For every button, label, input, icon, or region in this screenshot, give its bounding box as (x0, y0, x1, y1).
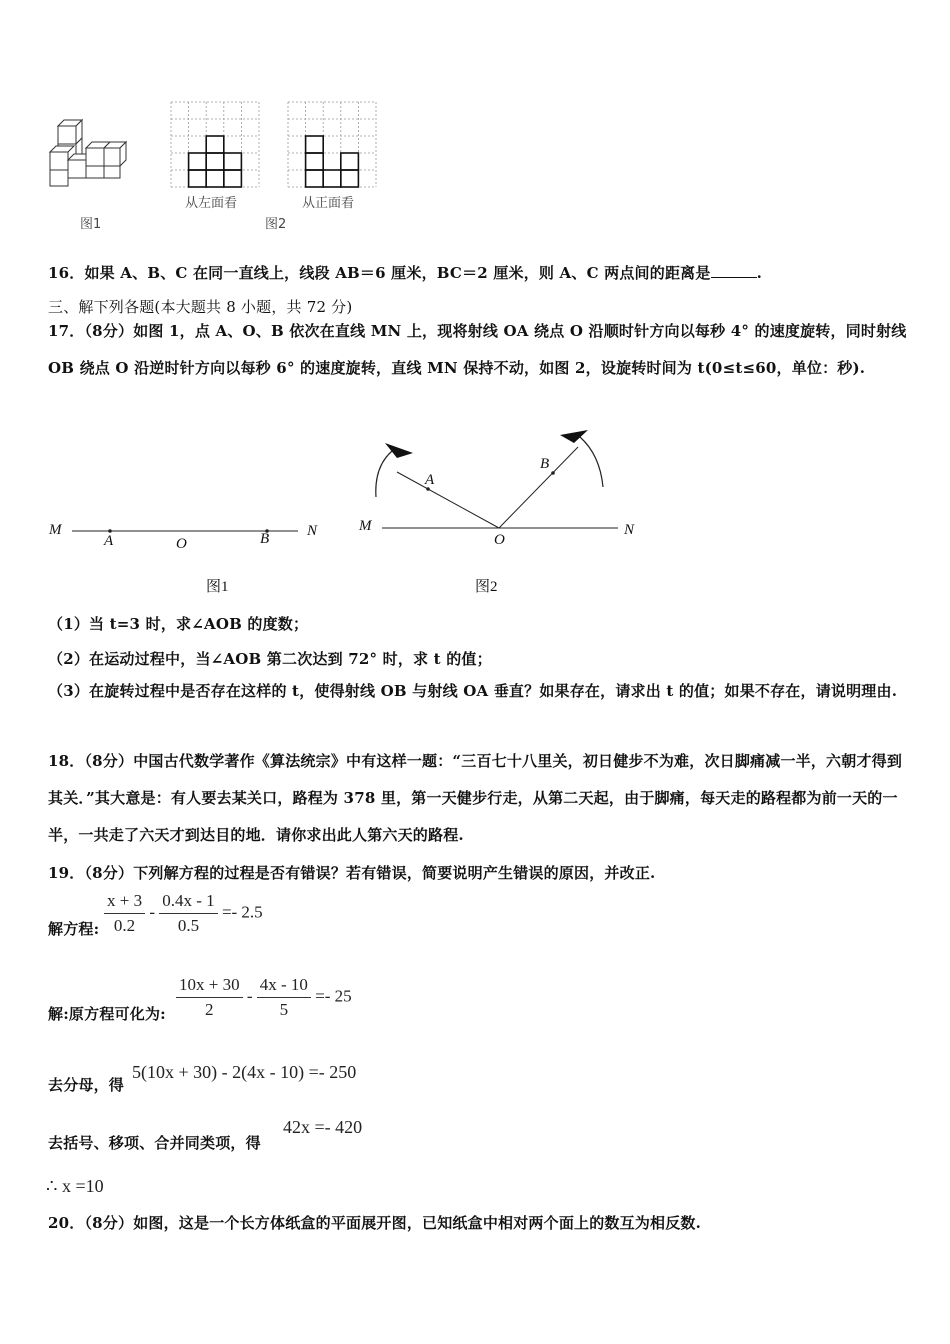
eq0-rhs: =- 2.5 (221, 902, 263, 922)
q17-figure-2 (360, 425, 650, 545)
eq1-num2: 4x - 10 (257, 975, 311, 998)
q16-end: . (756, 264, 762, 282)
question-16 (48, 262, 762, 283)
fig1-label-M: M (49, 522, 62, 538)
question-20: 20．（8分）如图，这是一个长方体纸盒的平面展开图，已知纸盒中相对两个面上的数互为相反数. (48, 1214, 702, 1232)
left-view-grid (169, 100, 261, 190)
q17-figure-1 (46, 518, 336, 558)
fig2-label-O: O (494, 532, 505, 548)
eq1-op: - (246, 986, 253, 1006)
q19-equation-4: ∴ x =10 (46, 1176, 104, 1196)
q19-step3-label: 去括号、移项、合并同类项，得 (48, 1134, 261, 1152)
q19-equation-3: 42x =- 420 (283, 1117, 363, 1137)
answer-blank (711, 263, 757, 278)
fig1-label-A: A (104, 533, 114, 549)
front-view-grid (286, 100, 378, 190)
eq0-num2: 0.4x - 1 (159, 891, 217, 914)
eq0-den2: 0.5 (177, 916, 200, 935)
front-view-label: 从正面看 (302, 196, 355, 211)
q19-step2-label: 去分母，得 (48, 1076, 125, 1094)
question-17: 17．（8分）如图 1，点 A、O、B 依次在直线 MN 上，现将射线 OA 绕点 O 沿顺时针方向以每秒 4° 的速度旋转，同时射线 OB 绕点 O 沿逆时针方向以每秒 6° 的速度旋转，直线 MN 保持不动，如图 2，设旋转时间为 t(0≤t≤60，单位：秒). (48, 322, 907, 377)
eq0-den1: 0.2 (113, 916, 136, 935)
question-19: 19．（8分）下列解方程的过程是否有错误？若有错误，简要说明产生错误的原因，并改正. (48, 864, 656, 882)
fig1-caption: 图1 (206, 579, 229, 595)
q19-step0-label: 解方程: (48, 920, 100, 938)
q19-equation-1 (176, 975, 352, 1020)
fig2-caption: 图2 (475, 579, 498, 595)
fig1-label-O: O (176, 536, 187, 552)
q17-sub2: （2）在运动过程中，当∠AOB 第二次达到 72° 时，求 t 的值； (48, 650, 492, 668)
left-view-label: 从左面看 (185, 196, 238, 211)
eq1-rhs: =- 25 (315, 986, 352, 1006)
fig2-label-B: B (540, 456, 550, 472)
fig2-label-M: M (359, 518, 372, 534)
q16-text: 16．如果 A、B、C 在同一直线上，线段 AB＝6 厘米，BC＝2 厘米，则 A、C 两点间的距离是 (48, 264, 711, 282)
section-3-heading: 三、解下列各题(本大题共 8 小题，共 72 分) (48, 298, 353, 316)
eq0-num1: x + 3 (104, 891, 145, 914)
q17-sub3: （3）在旋转过程中是否存在这样的 t，使得射线 OB 与射线 OA 垂直？如果存在，请求出 t 的值；如果不存在，请说明理由. (48, 682, 898, 700)
eq0-op: - (149, 902, 156, 922)
fig1-caption: 图1 (80, 217, 102, 232)
q19-equation-2: 5(10x + 30) - 2(4x - 10) =- 250 (132, 1062, 357, 1082)
q17-sub1: （1）当 t=3 时，求∠AOB 的度数； (48, 615, 309, 633)
q19-step1-label: 解:原方程可化为: (48, 1005, 166, 1023)
fig2-caption: 图2 (265, 217, 287, 232)
eq1-num1: 10x + 30 (176, 975, 243, 998)
fig1-label-B: B (260, 531, 270, 547)
eq1-den1: 2 (205, 1000, 214, 1019)
q19-equation-0 (104, 891, 263, 936)
eq1-den2: 5 (279, 1000, 289, 1019)
fig1-label-N: N (307, 523, 318, 539)
cube-stack-figure (46, 118, 128, 188)
question-18: 18．（8分）中国古代数学著作《算法统宗》中有这样一题：“三百七十八里关，初日健步不为难，次日脚痛减一半，六朝才得到其关．”其大意是：有人要去某关口，路程为 378 里，第一天健步行走，从第二天起，由于脚痛，每天走的路程都为前一天的一半，一共走了六天才到达目的地．请你求出此人第六天的路程. (48, 752, 903, 844)
fig2-label-N: N (624, 522, 635, 538)
fig2-label-A: A (425, 472, 435, 488)
